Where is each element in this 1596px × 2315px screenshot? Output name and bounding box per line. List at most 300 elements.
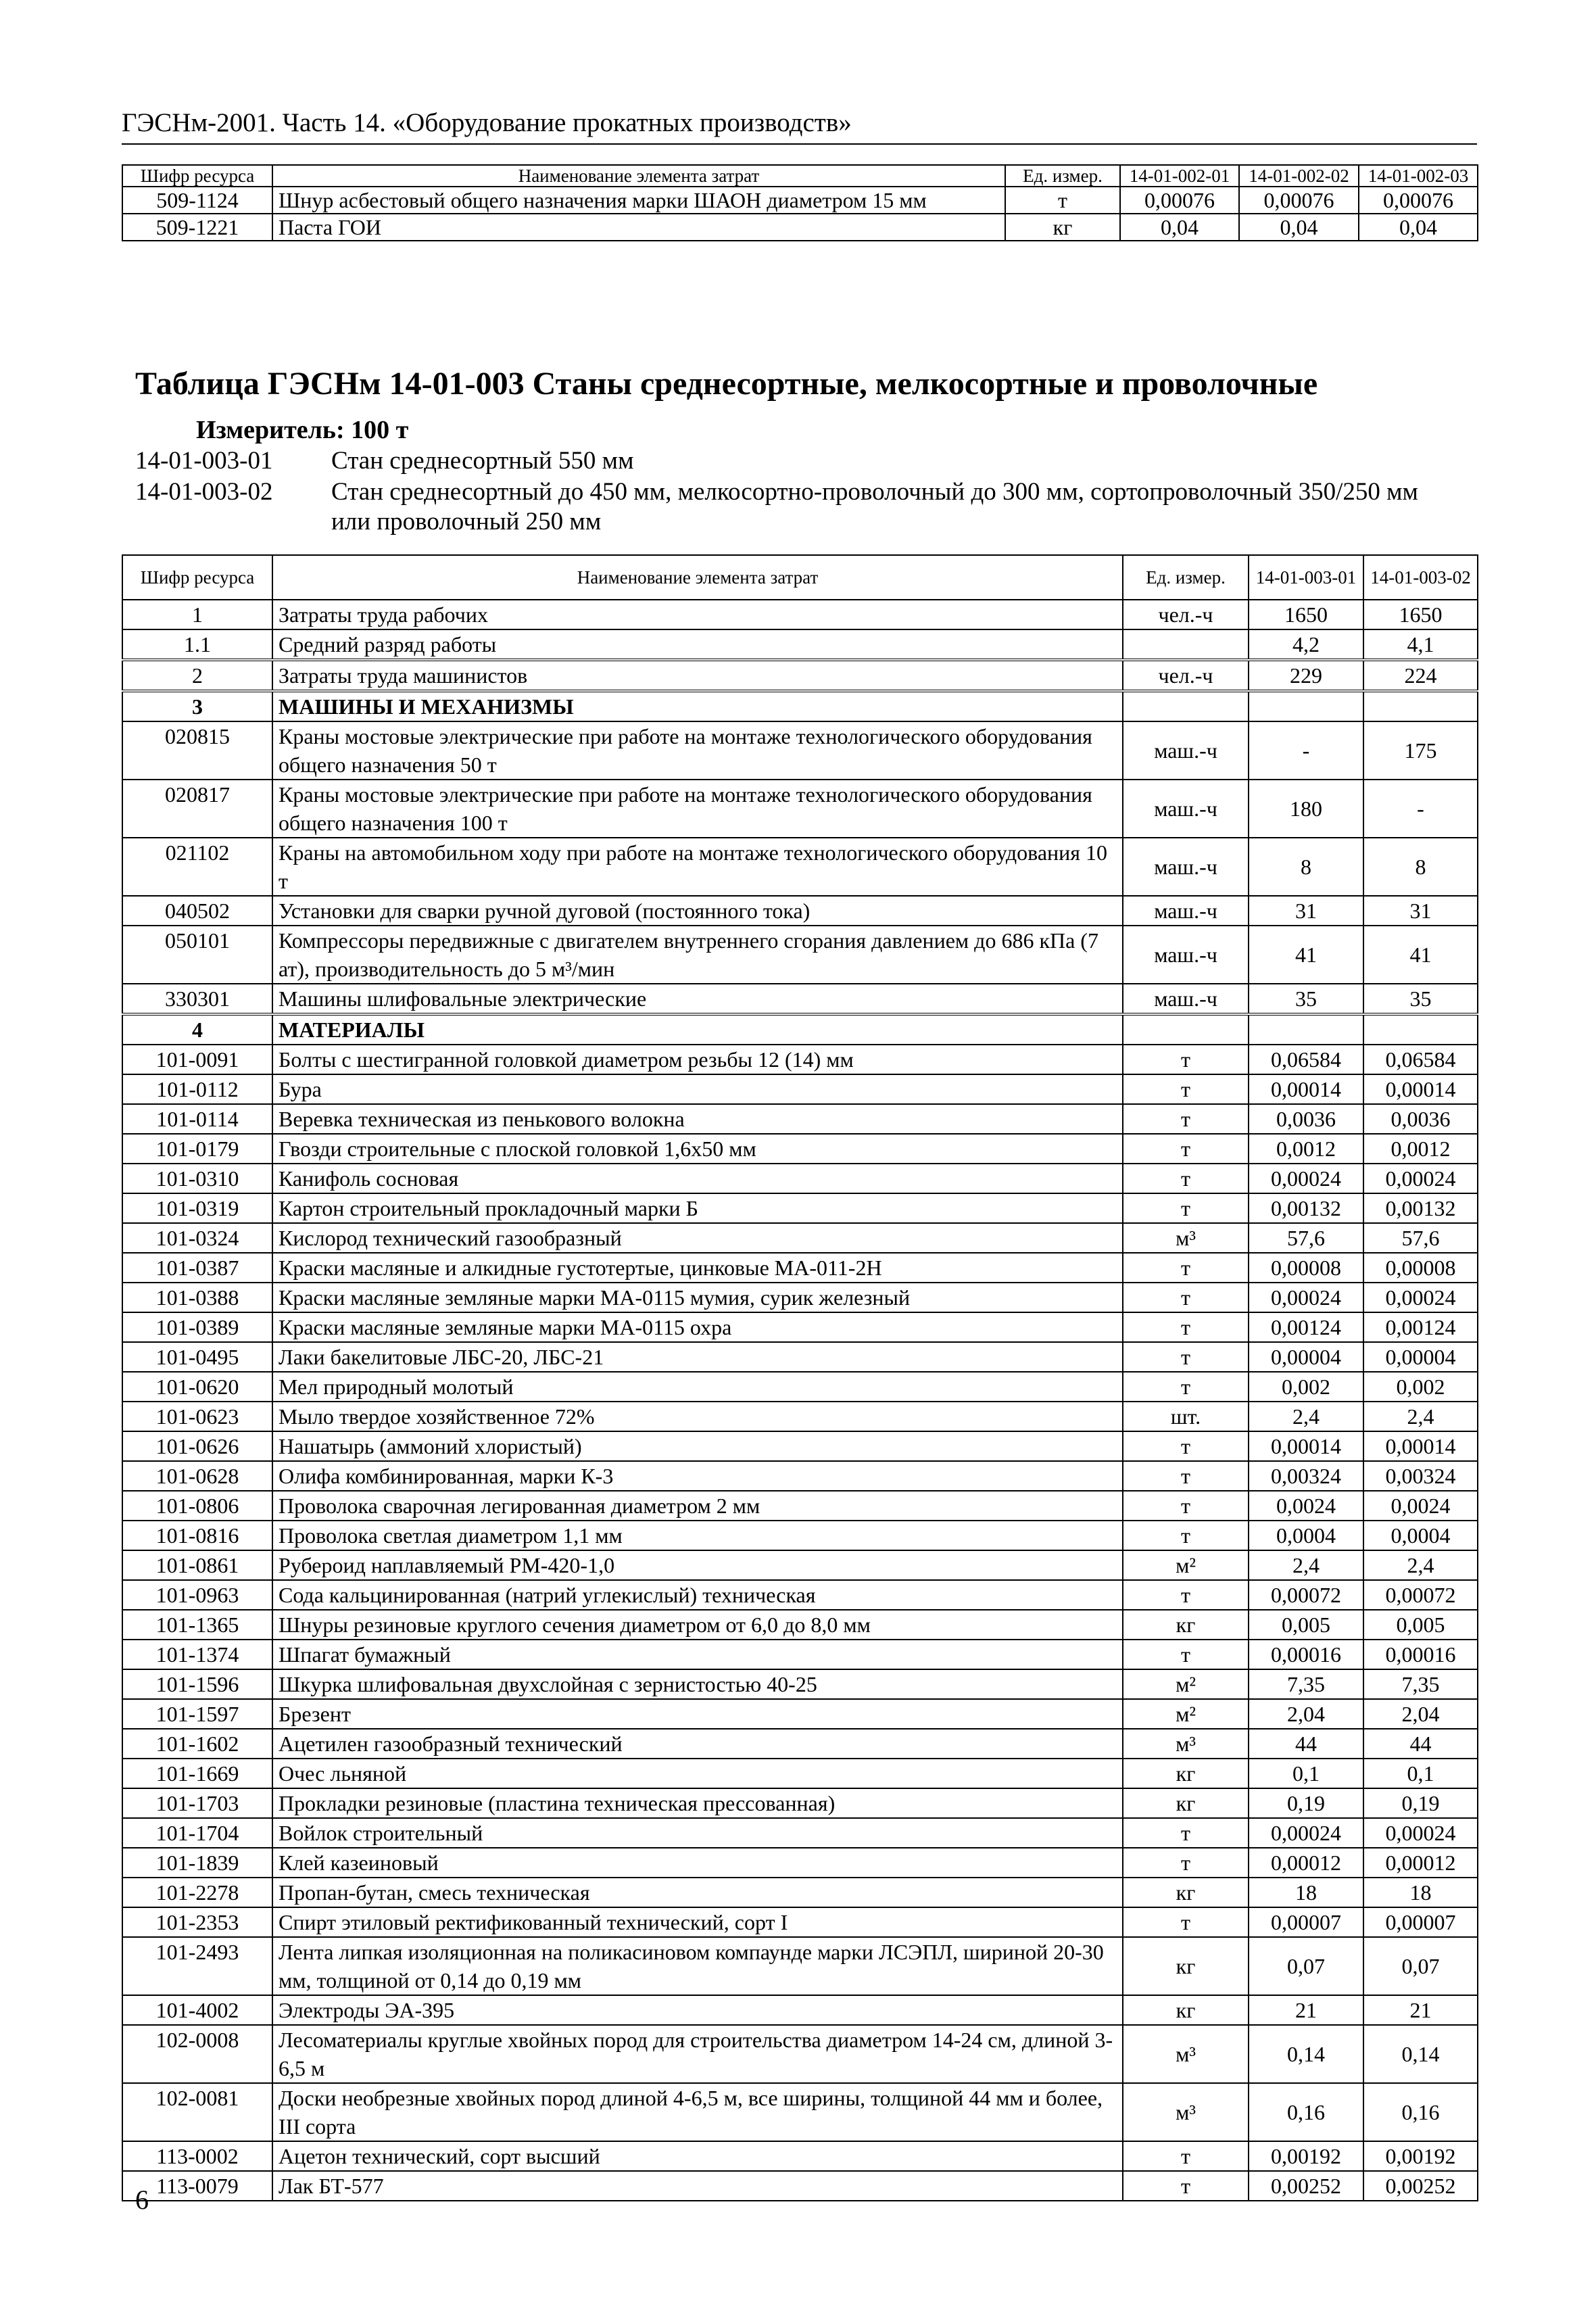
value-cell: 21 xyxy=(1249,1995,1363,2025)
col-v2-header: 14-01-003-02 xyxy=(1363,555,1478,600)
unit-cell: т xyxy=(1123,1342,1249,1372)
table-row xyxy=(122,1521,1478,1550)
value-cell: 31 xyxy=(1363,896,1478,926)
value-cell: 44 xyxy=(1363,1729,1478,1759)
unit-cell: т xyxy=(1123,1491,1249,1521)
resource-name-cell: Лаки бакелитовые ЛБС-20, ЛБС-21 xyxy=(272,1342,1123,1372)
resource-name-cell: Бура xyxy=(272,1074,1123,1104)
value-cell: 0,19 xyxy=(1249,1788,1363,1818)
resource-code-cell: 101-1365 xyxy=(122,1610,272,1640)
table-row xyxy=(122,1848,1478,1878)
value-cell: 0,00004 xyxy=(1363,1342,1478,1372)
unit-cell xyxy=(1123,629,1249,660)
col-name-header: Наименование элемента затрат xyxy=(272,165,1005,187)
value-cell: 35 xyxy=(1249,984,1363,1014)
value-cell: 0,07 xyxy=(1249,1937,1363,1995)
value-cell: 8 xyxy=(1249,838,1363,896)
unit-cell: т xyxy=(1123,2141,1249,2171)
resource-code-cell: 101-0495 xyxy=(122,1342,272,1372)
resource-code-cell: 2 xyxy=(122,660,272,691)
resource-name-cell: Канифоль сосновая xyxy=(272,1164,1123,1193)
resource-name-cell: Мел природный молотый xyxy=(272,1372,1123,1402)
value-cell: 0,00076 xyxy=(1359,187,1478,214)
table-row xyxy=(122,1640,1478,1669)
value-cell: 2,04 xyxy=(1249,1699,1363,1729)
value-cell: 31 xyxy=(1249,896,1363,926)
table-row xyxy=(122,1580,1478,1610)
resource-name-cell: Краски масляные земляные марки МА-0115 мумия, сурик железный xyxy=(272,1283,1123,1312)
resource-code-cell: 101-0310 xyxy=(122,1164,272,1193)
unit-cell: т xyxy=(1123,1134,1249,1164)
resource-name-cell: Краски масляные и алкидные густотертые, цинковые МА-011-2Н xyxy=(272,1253,1123,1283)
value-cell: 57,6 xyxy=(1363,1223,1478,1253)
resource-code-cell: 101-0628 xyxy=(122,1461,272,1491)
unit-cell: т xyxy=(1123,1818,1249,1848)
table-row xyxy=(122,1907,1478,1937)
unit-cell: т xyxy=(1123,1580,1249,1610)
col-v3-header: 14-01-002-03 xyxy=(1359,165,1478,187)
unit-cell: кг xyxy=(1123,1878,1249,1907)
unit-cell: кг xyxy=(1123,1995,1249,2025)
col-v1-header: 14-01-002-01 xyxy=(1120,165,1239,187)
table-row xyxy=(122,1461,1478,1491)
unit-cell: маш.-ч xyxy=(1123,838,1249,896)
previous-table xyxy=(122,164,1478,241)
resource-code-cell: 101-0387 xyxy=(122,1253,272,1283)
unit-cell: маш.-ч xyxy=(1123,984,1249,1014)
value-cell: 1650 xyxy=(1363,600,1478,629)
unit-cell: кг xyxy=(1123,1759,1249,1788)
resource-code-cell: 101-0114 xyxy=(122,1104,272,1134)
unit-cell: т xyxy=(1123,2171,1249,2201)
table-row xyxy=(122,838,1478,896)
unit-cell: т xyxy=(1123,1431,1249,1461)
value-cell: 180 xyxy=(1249,780,1363,838)
table-row xyxy=(122,721,1478,780)
resource-name-cell: Прокладки резиновые (пластина техническая прессованная) xyxy=(272,1788,1123,1818)
unit-cell: маш.-ч xyxy=(1123,896,1249,926)
value-cell xyxy=(1249,1014,1363,1045)
value-cell: 0,06584 xyxy=(1363,1045,1478,1074)
unit-cell: маш.-ч xyxy=(1123,780,1249,838)
unit-cell: м³ xyxy=(1123,2025,1249,2083)
value-cell: 2,4 xyxy=(1363,1402,1478,1431)
value-cell: 0,00007 xyxy=(1249,1907,1363,1937)
unit-cell xyxy=(1123,691,1249,721)
value-cell: - xyxy=(1363,780,1478,838)
value-cell: 0,0024 xyxy=(1249,1491,1363,1521)
value-cell: 0,00024 xyxy=(1363,1818,1478,1848)
col-code-header: Шифр ресурса xyxy=(122,165,272,187)
unit-cell: маш.-ч xyxy=(1123,721,1249,780)
table-row xyxy=(122,660,1478,691)
table-row xyxy=(122,1342,1478,1372)
resource-code-cell: 101-2353 xyxy=(122,1907,272,1937)
table-row xyxy=(122,187,1478,214)
variant-name: Стан среднесортный до 450 мм, мелкосортно-проволочный до 300 мм, сортопроволочный 350/250 мм или проволочный 250 мм xyxy=(331,478,1418,535)
table-title: Таблица ГЭСНм 14-01-003 Станы среднесортные, мелкосортные и проволочные xyxy=(135,366,1318,402)
resource-name-cell: Брезент xyxy=(272,1699,1123,1729)
value-cell: 0,0036 xyxy=(1249,1104,1363,1134)
resource-code-cell: 102-0081 xyxy=(122,2083,272,2141)
value-cell: 0,00014 xyxy=(1363,1431,1478,1461)
value-cell: 0,00024 xyxy=(1363,1283,1478,1312)
resource-code-cell: 101-0319 xyxy=(122,1193,272,1223)
resource-code-cell: 101-4002 xyxy=(122,1995,272,2025)
value-cell: 41 xyxy=(1363,926,1478,984)
value-cell: 0,0004 xyxy=(1249,1521,1363,1550)
resource-code-cell: 4 xyxy=(122,1014,272,1045)
table-row xyxy=(122,1550,1478,1580)
resource-name-cell: Шнур асбестовый общего назначения марки ШАОН диаметром 15 мм xyxy=(272,187,1005,214)
section-row xyxy=(122,1014,1478,1045)
resource-name-cell: Доски необрезные хвойных пород длиной 4-6,5 м, все ширины, толщиной 44 мм и более, III сорта xyxy=(272,2083,1123,2141)
table-row xyxy=(122,2025,1478,2083)
table-row xyxy=(122,1372,1478,1402)
unit-cell: т xyxy=(1123,1521,1249,1550)
variant-row xyxy=(135,477,1447,537)
value-cell: 2,04 xyxy=(1363,1699,1478,1729)
resource-name-cell: МАШИНЫ И МЕХАНИЗМЫ xyxy=(272,691,1123,721)
value-cell: 8 xyxy=(1363,838,1478,896)
resource-name-cell: Болты с шестигранной головкой диаметром резьбы 12 (14) мм xyxy=(272,1045,1123,1074)
table-row xyxy=(122,1788,1478,1818)
value-cell xyxy=(1363,1014,1478,1045)
table-row xyxy=(122,1669,1478,1699)
value-cell: 0,0004 xyxy=(1363,1521,1478,1550)
unit-cell: кг xyxy=(1005,214,1120,241)
resource-name-cell: Шнуры резиновые круглого сечения диаметром от 6,0 до 8,0 мм xyxy=(272,1610,1123,1640)
value-cell: 0,00124 xyxy=(1249,1312,1363,1342)
previous-table-header xyxy=(122,165,1478,187)
col-unit-header: Ед. измер. xyxy=(1005,165,1120,187)
value-cell: 7,35 xyxy=(1363,1669,1478,1699)
value-cell xyxy=(1363,691,1478,721)
unit-cell: т xyxy=(1123,1312,1249,1342)
table-row xyxy=(122,1402,1478,1431)
resource-name-cell: Гвозди строительные с плоской головкой 1,6х50 мм xyxy=(272,1134,1123,1164)
resource-name-cell: Олифа комбинированная, марки К-3 xyxy=(272,1461,1123,1491)
value-cell: 0,00016 xyxy=(1363,1640,1478,1669)
value-cell: 0,00324 xyxy=(1249,1461,1363,1491)
resource-name-cell: Краски масляные земляные марки МА-0115 охра xyxy=(272,1312,1123,1342)
resource-name-cell: Шкурка шлифовальная двухслойная с зернистостью 40-25 xyxy=(272,1669,1123,1699)
table-row xyxy=(122,214,1478,241)
resource-name-cell: МАТЕРИАЛЫ xyxy=(272,1014,1123,1045)
value-cell: 18 xyxy=(1363,1878,1478,1907)
unit-cell: т xyxy=(1123,1045,1249,1074)
unit-cell: м³ xyxy=(1123,2083,1249,2141)
resource-name-cell: Средний разряд работы xyxy=(272,629,1123,660)
resource-name-cell: Войлок строительный xyxy=(272,1818,1123,1848)
col-v2-header: 14-01-002-02 xyxy=(1239,165,1359,187)
value-cell: 0,00008 xyxy=(1249,1253,1363,1283)
value-cell: 0,00132 xyxy=(1363,1193,1478,1223)
resource-name-cell: Затраты труда рабочих xyxy=(272,600,1123,629)
page-number: 6 xyxy=(135,2185,149,2215)
value-cell: 0,1 xyxy=(1249,1759,1363,1788)
variant-code: 14-01-003-02 xyxy=(135,478,273,506)
value-cell: 0,06584 xyxy=(1249,1045,1363,1074)
value-cell: 0,00252 xyxy=(1363,2171,1478,2201)
table-row xyxy=(122,984,1478,1014)
table-row xyxy=(122,780,1478,838)
value-cell: 0,00008 xyxy=(1363,1253,1478,1283)
table-row xyxy=(122,1878,1478,1907)
unit-cell: кг xyxy=(1123,1937,1249,1995)
value-cell: 229 xyxy=(1249,660,1363,691)
unit-cell: шт. xyxy=(1123,1402,1249,1431)
table-row xyxy=(122,1045,1478,1074)
table-row xyxy=(122,2083,1478,2141)
value-cell: 2,4 xyxy=(1249,1550,1363,1580)
resource-code-cell: 101-2493 xyxy=(122,1937,272,1995)
value-cell: 0,0036 xyxy=(1363,1104,1478,1134)
value-cell: 0,00192 xyxy=(1363,2141,1478,2171)
col-name-header: Наименование элемента затрат xyxy=(272,555,1123,600)
resource-code-cell: 101-0179 xyxy=(122,1134,272,1164)
section-row xyxy=(122,691,1478,721)
table-row xyxy=(122,2171,1478,2201)
col-v1-header: 14-01-003-01 xyxy=(1249,555,1363,600)
value-cell: 44 xyxy=(1249,1729,1363,1759)
value-cell: 0,16 xyxy=(1249,2083,1363,2141)
resource-code-cell: 101-0091 xyxy=(122,1045,272,1074)
col-unit-header: Ед. измер. xyxy=(1123,555,1249,600)
table-row xyxy=(122,1699,1478,1729)
table-row xyxy=(122,1223,1478,1253)
resource-name-cell: Клей казеиновый xyxy=(272,1848,1123,1878)
value-cell: 0,04 xyxy=(1120,214,1239,241)
unit-cell: м² xyxy=(1123,1669,1249,1699)
unit-cell: т xyxy=(1123,1074,1249,1104)
resource-code-cell: 101-1839 xyxy=(122,1848,272,1878)
value-cell: 0,1 xyxy=(1363,1759,1478,1788)
value-cell: 0,00132 xyxy=(1249,1193,1363,1223)
resource-name-cell: Паста ГОИ xyxy=(272,214,1005,241)
main-table-header xyxy=(122,555,1478,600)
value-cell: 0,00016 xyxy=(1249,1640,1363,1669)
resource-code-cell: 101-1704 xyxy=(122,1818,272,1848)
resource-name-cell: Спирт этиловый ректификованный технический, сорт I xyxy=(272,1907,1123,1937)
value-cell: 7,35 xyxy=(1249,1669,1363,1699)
value-cell: 0,00024 xyxy=(1249,1164,1363,1193)
resource-name-cell: Лак БТ-577 xyxy=(272,2171,1123,2201)
table-row xyxy=(122,1104,1478,1134)
value-cell: 41 xyxy=(1249,926,1363,984)
value-cell: 21 xyxy=(1363,1995,1478,2025)
table-row xyxy=(122,926,1478,984)
table-row xyxy=(122,1283,1478,1312)
table-row xyxy=(122,2141,1478,2171)
value-cell: 0,00014 xyxy=(1249,1074,1363,1104)
value-cell: 0,005 xyxy=(1249,1610,1363,1640)
unit-cell: т xyxy=(1123,1640,1249,1669)
resource-code-cell: 050101 xyxy=(122,926,272,984)
value-cell: 0,16 xyxy=(1363,2083,1478,2141)
resource-name-cell: Установки для сварки ручной дуговой (постоянного тока) xyxy=(272,896,1123,926)
resource-name-cell: Мыло твердое хозяйственное 72% xyxy=(272,1402,1123,1431)
resource-name-cell: Шпагат бумажный xyxy=(272,1640,1123,1669)
resource-code-cell: 509-1221 xyxy=(122,214,272,241)
measurement-unit: Измеритель: 100 т xyxy=(196,416,409,444)
resource-code-cell: 101-0861 xyxy=(122,1550,272,1580)
unit-cell: м² xyxy=(1123,1550,1249,1580)
running-header: ГЭСНм-2001. Часть 14. «Оборудование прокатных производств» xyxy=(122,107,1477,145)
resource-code-cell: 101-2278 xyxy=(122,1878,272,1907)
value-cell: 0,00012 xyxy=(1249,1848,1363,1878)
resource-code-cell: 102-0008 xyxy=(122,2025,272,2083)
resource-code-cell: 1 xyxy=(122,600,272,629)
table-row xyxy=(122,896,1478,926)
table-row xyxy=(122,1610,1478,1640)
resource-name-cell: Кислород технический газообразный xyxy=(272,1223,1123,1253)
table-row xyxy=(122,600,1478,629)
value-cell: 4,1 xyxy=(1363,629,1478,660)
value-cell: 0,00024 xyxy=(1249,1283,1363,1312)
resource-name-cell: Краны мостовые электрические при работе на монтаже технологического оборудования общего назначения 50 т xyxy=(272,721,1123,780)
resource-name-cell: Картон строительный прокладочный марки Б xyxy=(272,1193,1123,1223)
value-cell: 0,00192 xyxy=(1249,2141,1363,2171)
resource-code-cell: 101-0112 xyxy=(122,1074,272,1104)
value-cell: 0,00014 xyxy=(1249,1431,1363,1461)
resource-code-cell: 101-1597 xyxy=(122,1699,272,1729)
unit-cell: т xyxy=(1123,1193,1249,1223)
resource-name-cell: Проволока светлая диаметром 1,1 мм xyxy=(272,1521,1123,1550)
value-cell: 4,2 xyxy=(1249,629,1363,660)
resource-code-cell: 020815 xyxy=(122,721,272,780)
unit-cell: маш.-ч xyxy=(1123,926,1249,984)
resource-name-cell: Пропан-бутан, смесь техническая xyxy=(272,1878,1123,1907)
resource-code-cell: 101-0626 xyxy=(122,1431,272,1461)
resource-name-cell: Проволока сварочная легированная диаметром 2 мм xyxy=(272,1491,1123,1521)
table-row xyxy=(122,1074,1478,1104)
value-cell: 35 xyxy=(1363,984,1478,1014)
resource-name-cell: Затраты труда машинистов xyxy=(272,660,1123,691)
value-cell: 0,0024 xyxy=(1363,1491,1478,1521)
variant-code: 14-01-003-01 xyxy=(135,447,273,475)
value-cell: 2,4 xyxy=(1249,1402,1363,1431)
table-row xyxy=(122,1312,1478,1342)
value-cell: 0,04 xyxy=(1239,214,1359,241)
resource-name-cell: Машины шлифовальные электрические xyxy=(272,984,1123,1014)
value-cell: 0,19 xyxy=(1363,1788,1478,1818)
resource-name-cell: Компрессоры передвижные с двигателем внутреннего сгорания давлением до 686 кПа (7 ат), производительность до 5 м³/мин xyxy=(272,926,1123,984)
resource-code-cell: 101-1703 xyxy=(122,1788,272,1818)
table-row xyxy=(122,1193,1478,1223)
resource-code-cell: 3 xyxy=(122,691,272,721)
main-table xyxy=(122,554,1478,2201)
unit-cell: т xyxy=(1123,1372,1249,1402)
unit-cell: м² xyxy=(1123,1699,1249,1729)
value-cell: 0,00007 xyxy=(1363,1907,1478,1937)
resource-code-cell: 101-0806 xyxy=(122,1491,272,1521)
value-cell: 0,002 xyxy=(1249,1372,1363,1402)
unit-cell: т xyxy=(1123,1253,1249,1283)
resource-name-cell: Краны мостовые электрические при работе на монтаже технологического оборудования общего назначения 100 т xyxy=(272,780,1123,838)
value-cell: 57,6 xyxy=(1249,1223,1363,1253)
table-row xyxy=(122,1729,1478,1759)
table-row xyxy=(122,1937,1478,1995)
value-cell: 0,00252 xyxy=(1249,2171,1363,2201)
resource-code-cell: 101-0324 xyxy=(122,1223,272,1253)
table-row xyxy=(122,1164,1478,1193)
resource-name-cell: Очес льняной xyxy=(272,1759,1123,1788)
resource-name-cell: Ацетилен газообразный технический xyxy=(272,1729,1123,1759)
value-cell: 18 xyxy=(1249,1878,1363,1907)
resource-name-cell: Ацетон технический, сорт высший xyxy=(272,2141,1123,2171)
resource-code-cell: 101-1602 xyxy=(122,1729,272,1759)
unit-cell xyxy=(1123,1014,1249,1045)
unit-cell: т xyxy=(1123,1283,1249,1312)
unit-cell: кг xyxy=(1123,1788,1249,1818)
value-cell xyxy=(1249,691,1363,721)
value-cell: 0,00072 xyxy=(1249,1580,1363,1610)
value-cell: 0,00004 xyxy=(1249,1342,1363,1372)
resource-code-cell: 113-0002 xyxy=(122,2141,272,2171)
value-cell: 0,00024 xyxy=(1363,1164,1478,1193)
resource-code-cell: 509-1124 xyxy=(122,187,272,214)
unit-cell: м³ xyxy=(1123,1223,1249,1253)
variant-row xyxy=(135,446,1447,476)
resource-name-cell: Нашатырь (аммоний хлористый) xyxy=(272,1431,1123,1461)
value-cell: 0,00076 xyxy=(1239,187,1359,214)
unit-cell: т xyxy=(1123,1104,1249,1134)
unit-cell: т xyxy=(1005,187,1120,214)
unit-cell: чел.-ч xyxy=(1123,660,1249,691)
value-cell: 0,002 xyxy=(1363,1372,1478,1402)
value-cell: 0,07 xyxy=(1363,1937,1478,1995)
table-row xyxy=(122,1134,1478,1164)
value-cell: 2,4 xyxy=(1363,1550,1478,1580)
value-cell: 0,14 xyxy=(1363,2025,1478,2083)
value-cell: 0,00076 xyxy=(1120,187,1239,214)
resource-name-cell: Электроды ЭА-395 xyxy=(272,1995,1123,2025)
resource-code-cell: 330301 xyxy=(122,984,272,1014)
table-row xyxy=(122,1431,1478,1461)
value-cell: 0,005 xyxy=(1363,1610,1478,1640)
variant-name: Стан среднесортный 550 мм xyxy=(331,447,634,475)
value-cell: 0,00124 xyxy=(1363,1312,1478,1342)
value-cell: 0,00014 xyxy=(1363,1074,1478,1104)
resource-code-cell: 101-0623 xyxy=(122,1402,272,1431)
value-cell: 224 xyxy=(1363,660,1478,691)
table-row xyxy=(122,1818,1478,1848)
unit-cell: чел.-ч xyxy=(1123,600,1249,629)
resource-name-cell: Веревка техническая из пенькового волокна xyxy=(272,1104,1123,1134)
resource-code-cell: 020817 xyxy=(122,780,272,838)
resource-name-cell: Рубероид наплавляемый РМ-420-1,0 xyxy=(272,1550,1123,1580)
resource-code-cell: 101-1374 xyxy=(122,1640,272,1669)
resource-code-cell: 101-0963 xyxy=(122,1580,272,1610)
resource-code-cell: 113-0079 xyxy=(122,2171,272,2201)
resource-code-cell: 101-1669 xyxy=(122,1759,272,1788)
table-row xyxy=(122,629,1478,660)
table-row xyxy=(122,1759,1478,1788)
resource-code-cell: 101-1596 xyxy=(122,1669,272,1699)
col-code-header: Шифр ресурса xyxy=(122,555,272,600)
resource-code-cell: 101-0389 xyxy=(122,1312,272,1342)
value-cell: 0,0012 xyxy=(1363,1134,1478,1164)
resource-name-cell: Краны на автомобильном ходу при работе на монтаже технологического оборудования 10 т xyxy=(272,838,1123,896)
resource-code-cell: 021102 xyxy=(122,838,272,896)
unit-cell: т xyxy=(1123,1907,1249,1937)
unit-cell: т xyxy=(1123,1848,1249,1878)
value-cell: 0,00012 xyxy=(1363,1848,1478,1878)
resource-code-cell: 1.1 xyxy=(122,629,272,660)
resource-code-cell: 040502 xyxy=(122,896,272,926)
resource-name-cell: Сода кальцинированная (натрий углекислый) техническая xyxy=(272,1580,1123,1610)
